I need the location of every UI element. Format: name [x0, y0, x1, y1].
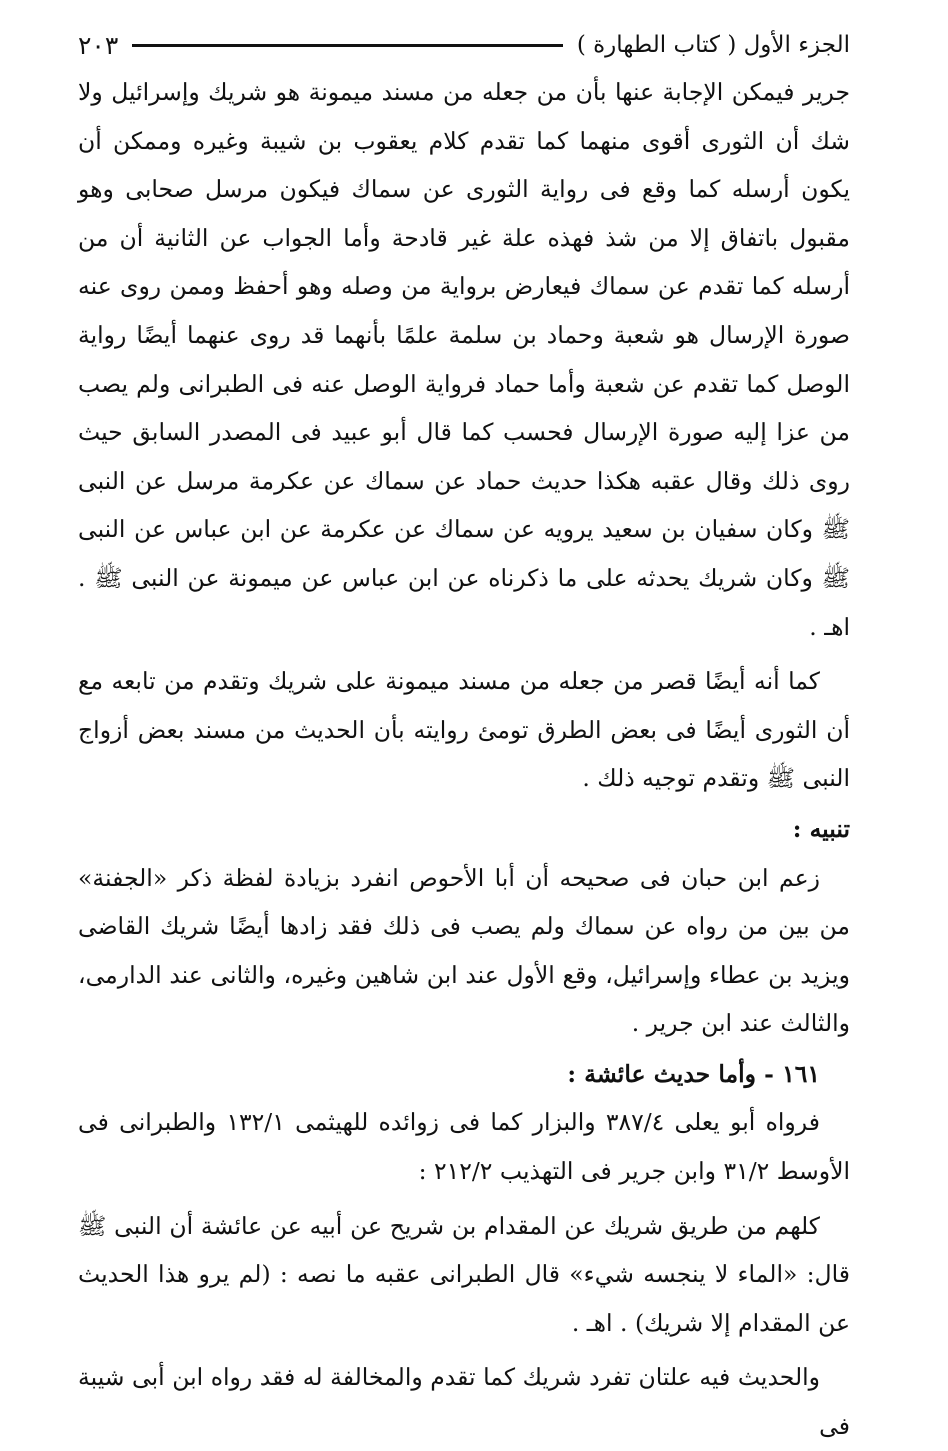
- section-heading-161: ١٦١ - وأما حديث عائشة :: [567, 1059, 820, 1088]
- header-rule: [132, 44, 563, 47]
- paragraph-6: والحديث فيه علتان تفرد شريك كما تقدم والمخالفة له فقد رواه ابن أبى شيبة فى: [78, 1363, 850, 1441]
- page-number: ٢٠٣: [78, 30, 119, 60]
- paragraph-3: زعم ابن حبان فى صحيحه أن أبا الأحوص انفرد بزيادة لفظة ذكر «الجفنة» من بين من رواه عن سماك ولم يصب فى ذلك فقد زادها أيضًا شريك القاضى ويزيد بن عطاء وإسرائيل، وقع الأول عند ابن شاهين وغيره، والثانى عند الدارمى، والثالث عند ابن جرير .: [78, 863, 850, 1038]
- paragraph-2: كما أنه أيضًا قصر من جعله من مسند ميمونة على شريك وتقدم من تابعه مع أن الثورى أيضًا فى بعض الطرق تومئ روايته بأن الحديث من مسند بعض أزواج النبى ﷺ وتقدم توجيه ذلك .: [78, 667, 850, 793]
- paragraph-4: فرواه أبو يعلى ٣٨٧/٤ والبزار كما فى زوائده للهيثمى ١٣٢/١ والطبرانى فى الأوسط ٣١/٢ وابن جرير فى التهذيب ٢١٢/٢ :: [78, 1108, 850, 1186]
- running-title: الجزء الأول ( كتاب الطهارة ): [576, 32, 850, 58]
- paragraph-5: كلهم من طريق شريك عن المقدام بن شريح عن أبيه عن عائشة أن النبى ﷺ قال: «الماء لا ينجسه شيء» قال الطبرانى عقبه ما نصه : (لم يرو هذا الحديث عن المقدام إلا شريك) . اهـ .: [78, 1211, 850, 1337]
- page-header: [78, 22, 850, 68]
- note-heading: تنبيه :: [792, 814, 850, 843]
- paragraph-1: جرير فيمكن الإجابة عنها بأن من جعله من مسند ميمونة هو شريك وإسرائيل ولا شك أن الثورى أقوى منهما كما تقدم كلام يعقوب بن شيبة وغيره وممكن أن يكون أرسله كما وقع فى رواية الثورى عن سماك فيكون مرسل صحابى وهو مقبول باتفاق إلا من شذ فهذه علة غير قادحة وأما الجواب عن الثانية أن من أرسله كما تقدم عن سماك فيعارض برواية من وصله وهو أحفظ وممن روى عنه صورة الإرسال هو شعبة وحماد بن سلمة علمًا بأنهما قد روى عنهما أيضًا رواية الوصل كما تقدم عن شعبة وأما حماد فرواية الوصل عنه فى الطبرانى ولم يصب من عزا إليه صورة الإرسال فحسب كما قال أبو عبيد فى المصدر السابق حيث روى ذلك وقال عقبه هكذا حديث حماد عن سماك عن عكرمة مرسل عن النبى ﷺ وكان سفيان بن سعيد يرويه عن سماك عن عكرمة عن ابن عباس عن النبى ﷺ وكان شريك يحدثه على ما ذكرناه عن ابن عباس عن ميمونة عن النبى ﷺ . اهـ .: [78, 78, 850, 641]
